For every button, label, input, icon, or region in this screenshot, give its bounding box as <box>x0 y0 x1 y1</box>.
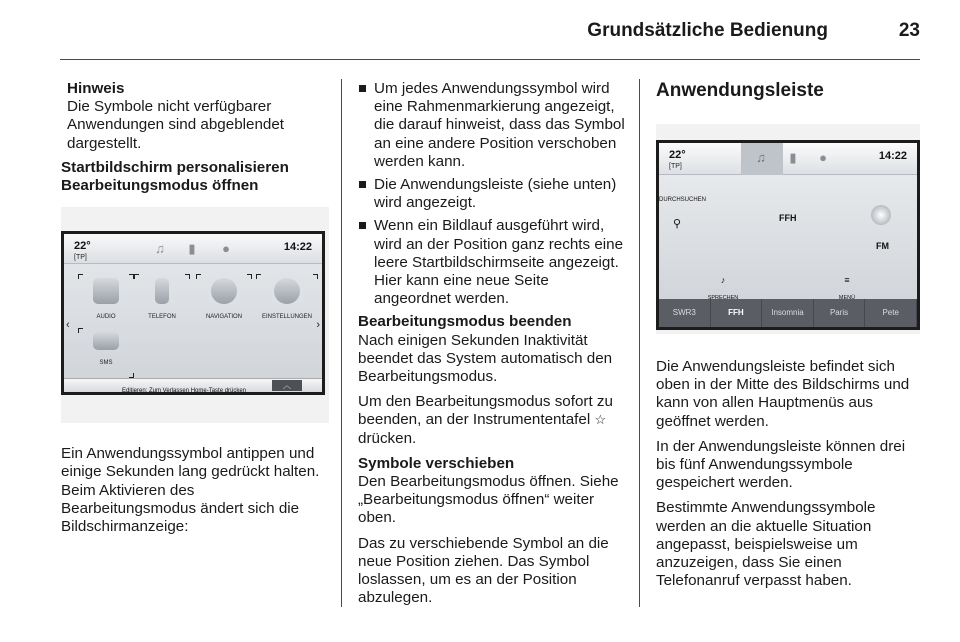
paragraph-location: Die Anwendungsleiste befindet sich oben in der Mitte des Bildschirms und kann von allen Hauptmenüs aus geöffnet werden. <box>656 358 910 430</box>
frame-corner <box>247 274 252 279</box>
edit-mode-bar <box>64 378 322 395</box>
column-2 <box>358 80 626 614</box>
preset-button[interactable]: SWR3 <box>659 299 711 327</box>
search-label: DURCHSUCHEN <box>659 197 707 203</box>
list-item: Wenn ein Bildlauf ausgeführt wird, wird an der Position ganz rechts eine leere Startbildschirmseite angezeigt. Hier kann eine neue Seite angeordnet werden. <box>358 217 626 308</box>
music-note-icon[interactable]: ♫ <box>756 150 766 165</box>
paragraph-auto-exit: Nach einigen Sekunden Inaktivität beendet das System automatisch den Bearbeitungsmodus. <box>358 331 613 386</box>
home-key-icon: ☆ <box>594 412 607 428</box>
gear-icon <box>274 278 300 304</box>
app-label: EINSTELLUNGEN <box>261 314 312 321</box>
column-divider-2 <box>639 79 640 607</box>
edit-hint: Editieren: Zum Verlassen Home-Taste drücken <box>122 388 247 395</box>
frame-corner <box>134 274 139 279</box>
globe-icon[interactable]: ● <box>819 150 827 165</box>
clock: 14:22 <box>878 150 907 162</box>
app-audio[interactable] <box>78 274 134 324</box>
phone-icon[interactable]: ▮ <box>789 150 797 165</box>
subheading-open-edit-mode: Bearbeitungsmodus öffnen <box>61 177 259 195</box>
running-title: Grundsätzliche Bedienung <box>587 20 828 41</box>
app-label: TELEFON <box>148 314 176 321</box>
subheading-move-icons: Symbole verschieben <box>358 454 515 472</box>
bullet-list <box>358 80 626 308</box>
subheading-exit-edit-mode: Bearbeitungsmodus beenden <box>358 313 572 331</box>
music-note-icon: ♫ <box>155 241 165 257</box>
display-screen <box>61 231 325 395</box>
frame-corner <box>78 274 83 279</box>
tuner-knob-icon[interactable] <box>871 205 891 225</box>
paragraph-drag-icon: Das zu verschiebende Symbol an die neue Position ziehen. Das Symbol loslassen, um es an der Position abzulegen. <box>358 534 609 607</box>
phone-icon: ▮ <box>188 241 196 257</box>
clock: 14:22 <box>283 241 312 254</box>
frame-corner <box>313 274 318 279</box>
preset-button[interactable]: Paris <box>814 299 866 327</box>
menu-icon: ≡ <box>844 275 850 285</box>
column-1 <box>61 80 329 543</box>
paragraph-capacity: In der Anwendungsleiste können drei bis fünf Anwendungssymbole gespeichert werden. <box>656 437 906 492</box>
status-bar <box>64 234 322 264</box>
app-label: NAVIGATION <box>205 314 243 321</box>
message-icon <box>93 332 119 350</box>
app-sms[interactable] <box>78 328 134 378</box>
note-box <box>61 80 329 153</box>
list-item: Die Anwendungsleiste (siehe unten) wird angezeigt. <box>358 176 626 212</box>
status-bar <box>659 143 917 175</box>
app-navigation[interactable] <box>196 274 252 324</box>
globe-icon: ● <box>222 241 230 257</box>
station-name: FFH <box>779 213 797 223</box>
band-label: FM <box>876 241 889 251</box>
compass-icon <box>211 278 237 304</box>
temperature: 22° <box>74 240 91 253</box>
subheading-personalize: Startbildschirm personalisieren <box>61 158 289 176</box>
paragraph-manual-exit <box>358 393 626 448</box>
paragraph-press-hold: Ein Anwendungssymbol antippen und einige Sekunden lang gedrückt halten. Beim Aktivieren des Bearbeitungsmodus ändert sich die Bildschirmanzeige: <box>61 445 320 536</box>
chevron-left-icon[interactable]: ‹ <box>66 319 70 332</box>
audio-icon <box>93 278 119 304</box>
preset-bar <box>659 299 917 327</box>
temperature: 22° <box>669 149 686 161</box>
frame-corner <box>185 274 190 279</box>
header-divider <box>60 59 920 60</box>
preset-button[interactable]: Insomnia <box>762 299 814 327</box>
chevron-right-icon[interactable]: › <box>316 319 320 332</box>
text-part: drücken. <box>358 429 417 447</box>
app-label: AUDIO <box>96 314 116 321</box>
column-divider-1 <box>341 79 342 607</box>
home-screen-edit-screenshot <box>61 207 329 423</box>
app-bar-screenshot <box>656 124 920 334</box>
frame-corner <box>78 328 83 333</box>
preset-button[interactable]: FFH <box>711 299 763 327</box>
traffic-program: [TP] <box>74 254 87 262</box>
section-title: Anwendungsleiste <box>656 80 824 101</box>
app-einstellungen[interactable] <box>256 274 318 324</box>
phone-icon <box>155 278 169 304</box>
note-text: Die Symbole nicht verfügbarer Anwendungen sind abgeblendet dargestellt. <box>67 98 285 152</box>
frame-corner <box>196 274 201 279</box>
app-telefon[interactable] <box>134 274 190 324</box>
chevron-up-button[interactable]: ︿ <box>272 380 302 391</box>
search-icon: ⚲ <box>673 218 682 231</box>
app-label: SMS <box>99 360 113 367</box>
preset-button[interactable]: Pete <box>865 299 917 327</box>
page-number: 23 <box>898 20 920 41</box>
traffic-program: [TP] <box>669 163 682 170</box>
list-item: Um jedes Anwendungssymbol wird eine Rahmenmarkierung angezeigt, die darauf hinweist, dass das Symbol an eine andere Position verschoben werden kann. <box>358 80 626 171</box>
paragraph-open-edit: Den Bearbeitungsmodus öffnen. Siehe „Bearbeitungsmodus öffnen“ weiter oben. <box>358 473 619 527</box>
note-heading: Hinweis <box>67 80 125 97</box>
display-screen <box>656 140 920 330</box>
voice-icon: ♪ <box>720 275 726 285</box>
search-button[interactable] <box>659 191 707 241</box>
text-part: Um den Bearbeitungsmodus sofort zu beenden, an der Instrumententafel <box>358 393 613 429</box>
paragraph-adaptive: Bestimmte Anwendungssymbole werden an die aktuelle Situation angepasst, beispielsweise um anzuzeigen, dass Sie einen Telefonanruf verpasst haben. <box>656 499 876 590</box>
frame-corner <box>256 274 261 279</box>
column-3 <box>656 80 924 597</box>
